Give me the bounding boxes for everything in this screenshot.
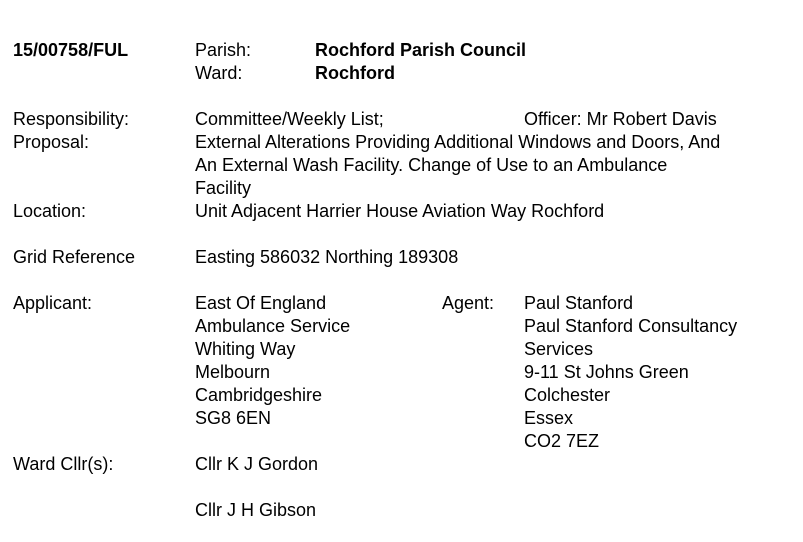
responsibility-value: Committee/Weekly List; (195, 109, 384, 129)
ward-label: Ward: (195, 63, 243, 83)
officer-value: Officer: Mr Robert Davis (524, 109, 717, 129)
proposal-line: External Alterations Providing Additional Windows and Doors, And (195, 132, 721, 152)
applicant-line: Whiting Way (195, 339, 296, 359)
applicant-line: East Of England (195, 293, 327, 313)
ward-cllrs-label: Ward Cllr(s): (13, 454, 114, 474)
parish-label: Parish: (195, 40, 252, 60)
grid-reference-label: Grid Reference (13, 247, 136, 267)
agent-line: Paul Stanford (524, 293, 634, 313)
applicant-line: SG8 6EN (195, 408, 272, 428)
agent-line: Colchester (524, 385, 611, 405)
applicant-line: Melbourn (195, 362, 271, 382)
proposal-label: Proposal: (13, 132, 90, 152)
agent-line: CO2 7EZ (524, 431, 600, 451)
applicant-label: Applicant: (13, 293, 93, 313)
agent-line: Essex (524, 408, 574, 428)
responsibility-label: Responsibility: (13, 109, 130, 129)
grid-reference-value: Easting 586032 Northing 189308 (195, 247, 459, 267)
agent-line: Paul Stanford Consultancy (524, 316, 738, 336)
ward-value: Rochford (315, 63, 395, 83)
agent-line: Services (524, 339, 594, 359)
applicant-line: Cambridgeshire (195, 385, 323, 405)
agent-label: Agent: (442, 293, 495, 313)
location-value: Unit Adjacent Harrier House Aviation Way Rochford (195, 201, 605, 221)
ward-cllr: Cllr J H Gibson (195, 500, 317, 520)
proposal-line: An External Wash Facility. Change of Use to an Ambulance (195, 155, 668, 175)
agent-line: 9-11 St Johns Green (524, 362, 689, 382)
proposal-line: Facility (195, 178, 252, 198)
location-label: Location: (13, 201, 87, 221)
application-reference: 15/00758/FUL (13, 40, 129, 60)
parish-value: Rochford Parish Council (315, 40, 527, 60)
ward-cllr: Cllr K J Gordon (195, 454, 319, 474)
applicant-line: Ambulance Service (195, 316, 351, 336)
